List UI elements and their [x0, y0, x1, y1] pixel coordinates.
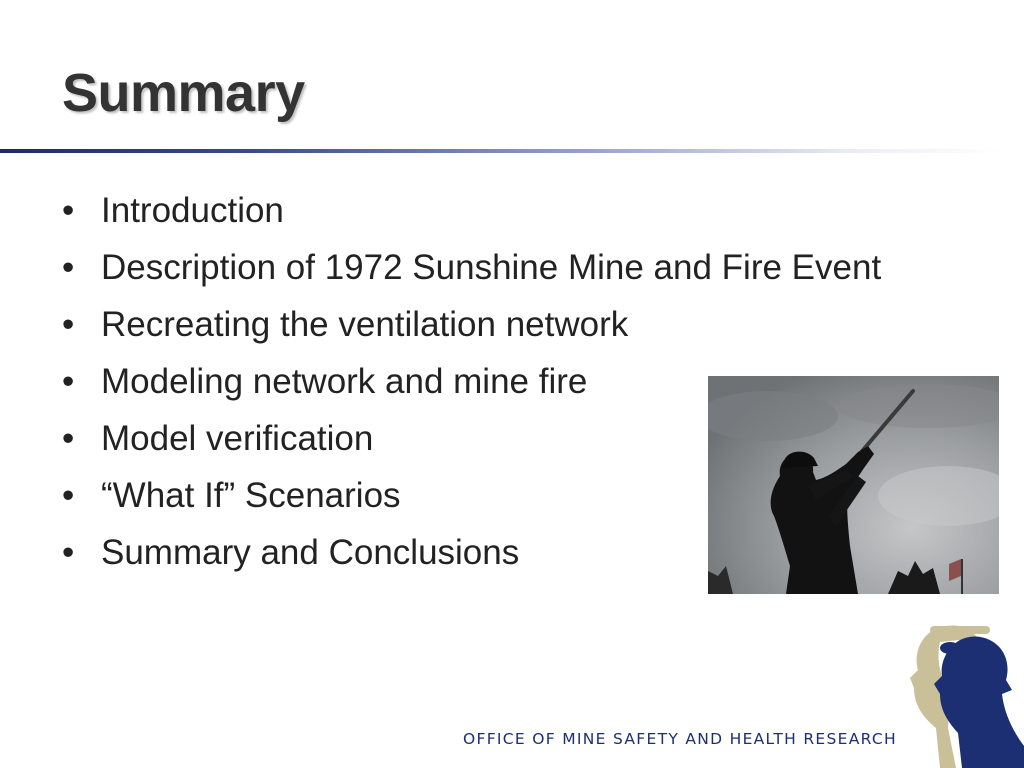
bullet-text: “What If” Scenarios	[101, 476, 401, 515]
bullet-text: Model verification	[101, 419, 374, 458]
bullet-text: Modeling network and mine fire	[101, 362, 588, 401]
bullet-item	[58, 302, 918, 348]
miner-statue-photo	[708, 376, 999, 594]
bullet-item	[58, 245, 901, 291]
slide-title: Summary	[62, 63, 305, 123]
bullet-text: Summary and Conclusions	[101, 533, 520, 572]
bullet-text: Recreating the ventilation network	[101, 305, 629, 344]
bullet-item	[58, 188, 918, 234]
miner-statue-illustration	[708, 376, 999, 594]
niosh-miner-logo	[900, 618, 1024, 768]
bullet-text: Introduction	[101, 191, 284, 230]
miner-profile-icon	[900, 618, 1024, 768]
bullet-dot: •	[62, 305, 75, 344]
bullet-dot: •	[62, 191, 75, 230]
bullet-dot: •	[62, 533, 75, 572]
bullet-text: Description of 1972 Sunshine Mine and Fire Event	[101, 248, 882, 287]
bullet-dot: •	[62, 419, 75, 458]
bullet-dot: •	[62, 476, 75, 515]
bullet-dot: •	[62, 362, 75, 401]
organization-name: OFFICE OF MINE SAFETY AND HEALTH RESEARCH	[463, 730, 897, 748]
title-divider	[0, 149, 1000, 153]
bullet-dot: •	[62, 248, 75, 287]
